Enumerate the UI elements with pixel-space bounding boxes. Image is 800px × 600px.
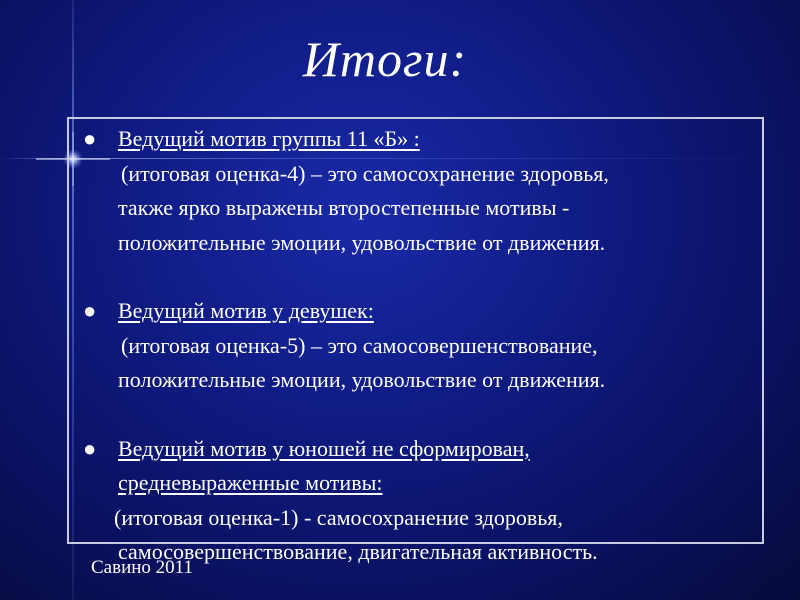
list-item <box>80 122 760 260</box>
item-text-line: положительные эмоции, удовольствие от движения. <box>118 367 606 392</box>
bullet-icon: ● <box>83 435 97 461</box>
item-text-line: (итоговая оценка-1) - самосохранение здоровья, <box>114 504 563 530</box>
item-text-line: (итоговая оценка-4) – это самосохранение здоровья, <box>121 160 609 186</box>
item-heading: Ведущий мотив у юношей не сформирован, <box>118 435 530 461</box>
item-heading: Ведущий мотив группы 11 «Б» : <box>118 126 420 151</box>
item-text-line: самосовершенствование, двигательная активность. <box>118 539 598 564</box>
item-text-line: также ярко выражены второстепенные мотивы - <box>118 195 570 220</box>
item-heading: средневыраженные мотивы: <box>118 470 383 495</box>
list-item <box>80 432 760 570</box>
bullet-icon: ● <box>83 126 97 151</box>
footer-text: Савино 2011 <box>91 557 193 578</box>
bullet-icon: ● <box>83 298 97 323</box>
item-heading: Ведущий мотив у девушек: <box>118 298 374 323</box>
list-item <box>80 294 760 398</box>
slide-title: Итоги: <box>302 31 468 87</box>
item-text-line: положительные эмоции, удовольствие от движения. <box>118 229 606 255</box>
summary-list <box>80 122 760 570</box>
item-text-line: (итоговая оценка-5) – это самосовершенствование, <box>121 332 598 358</box>
